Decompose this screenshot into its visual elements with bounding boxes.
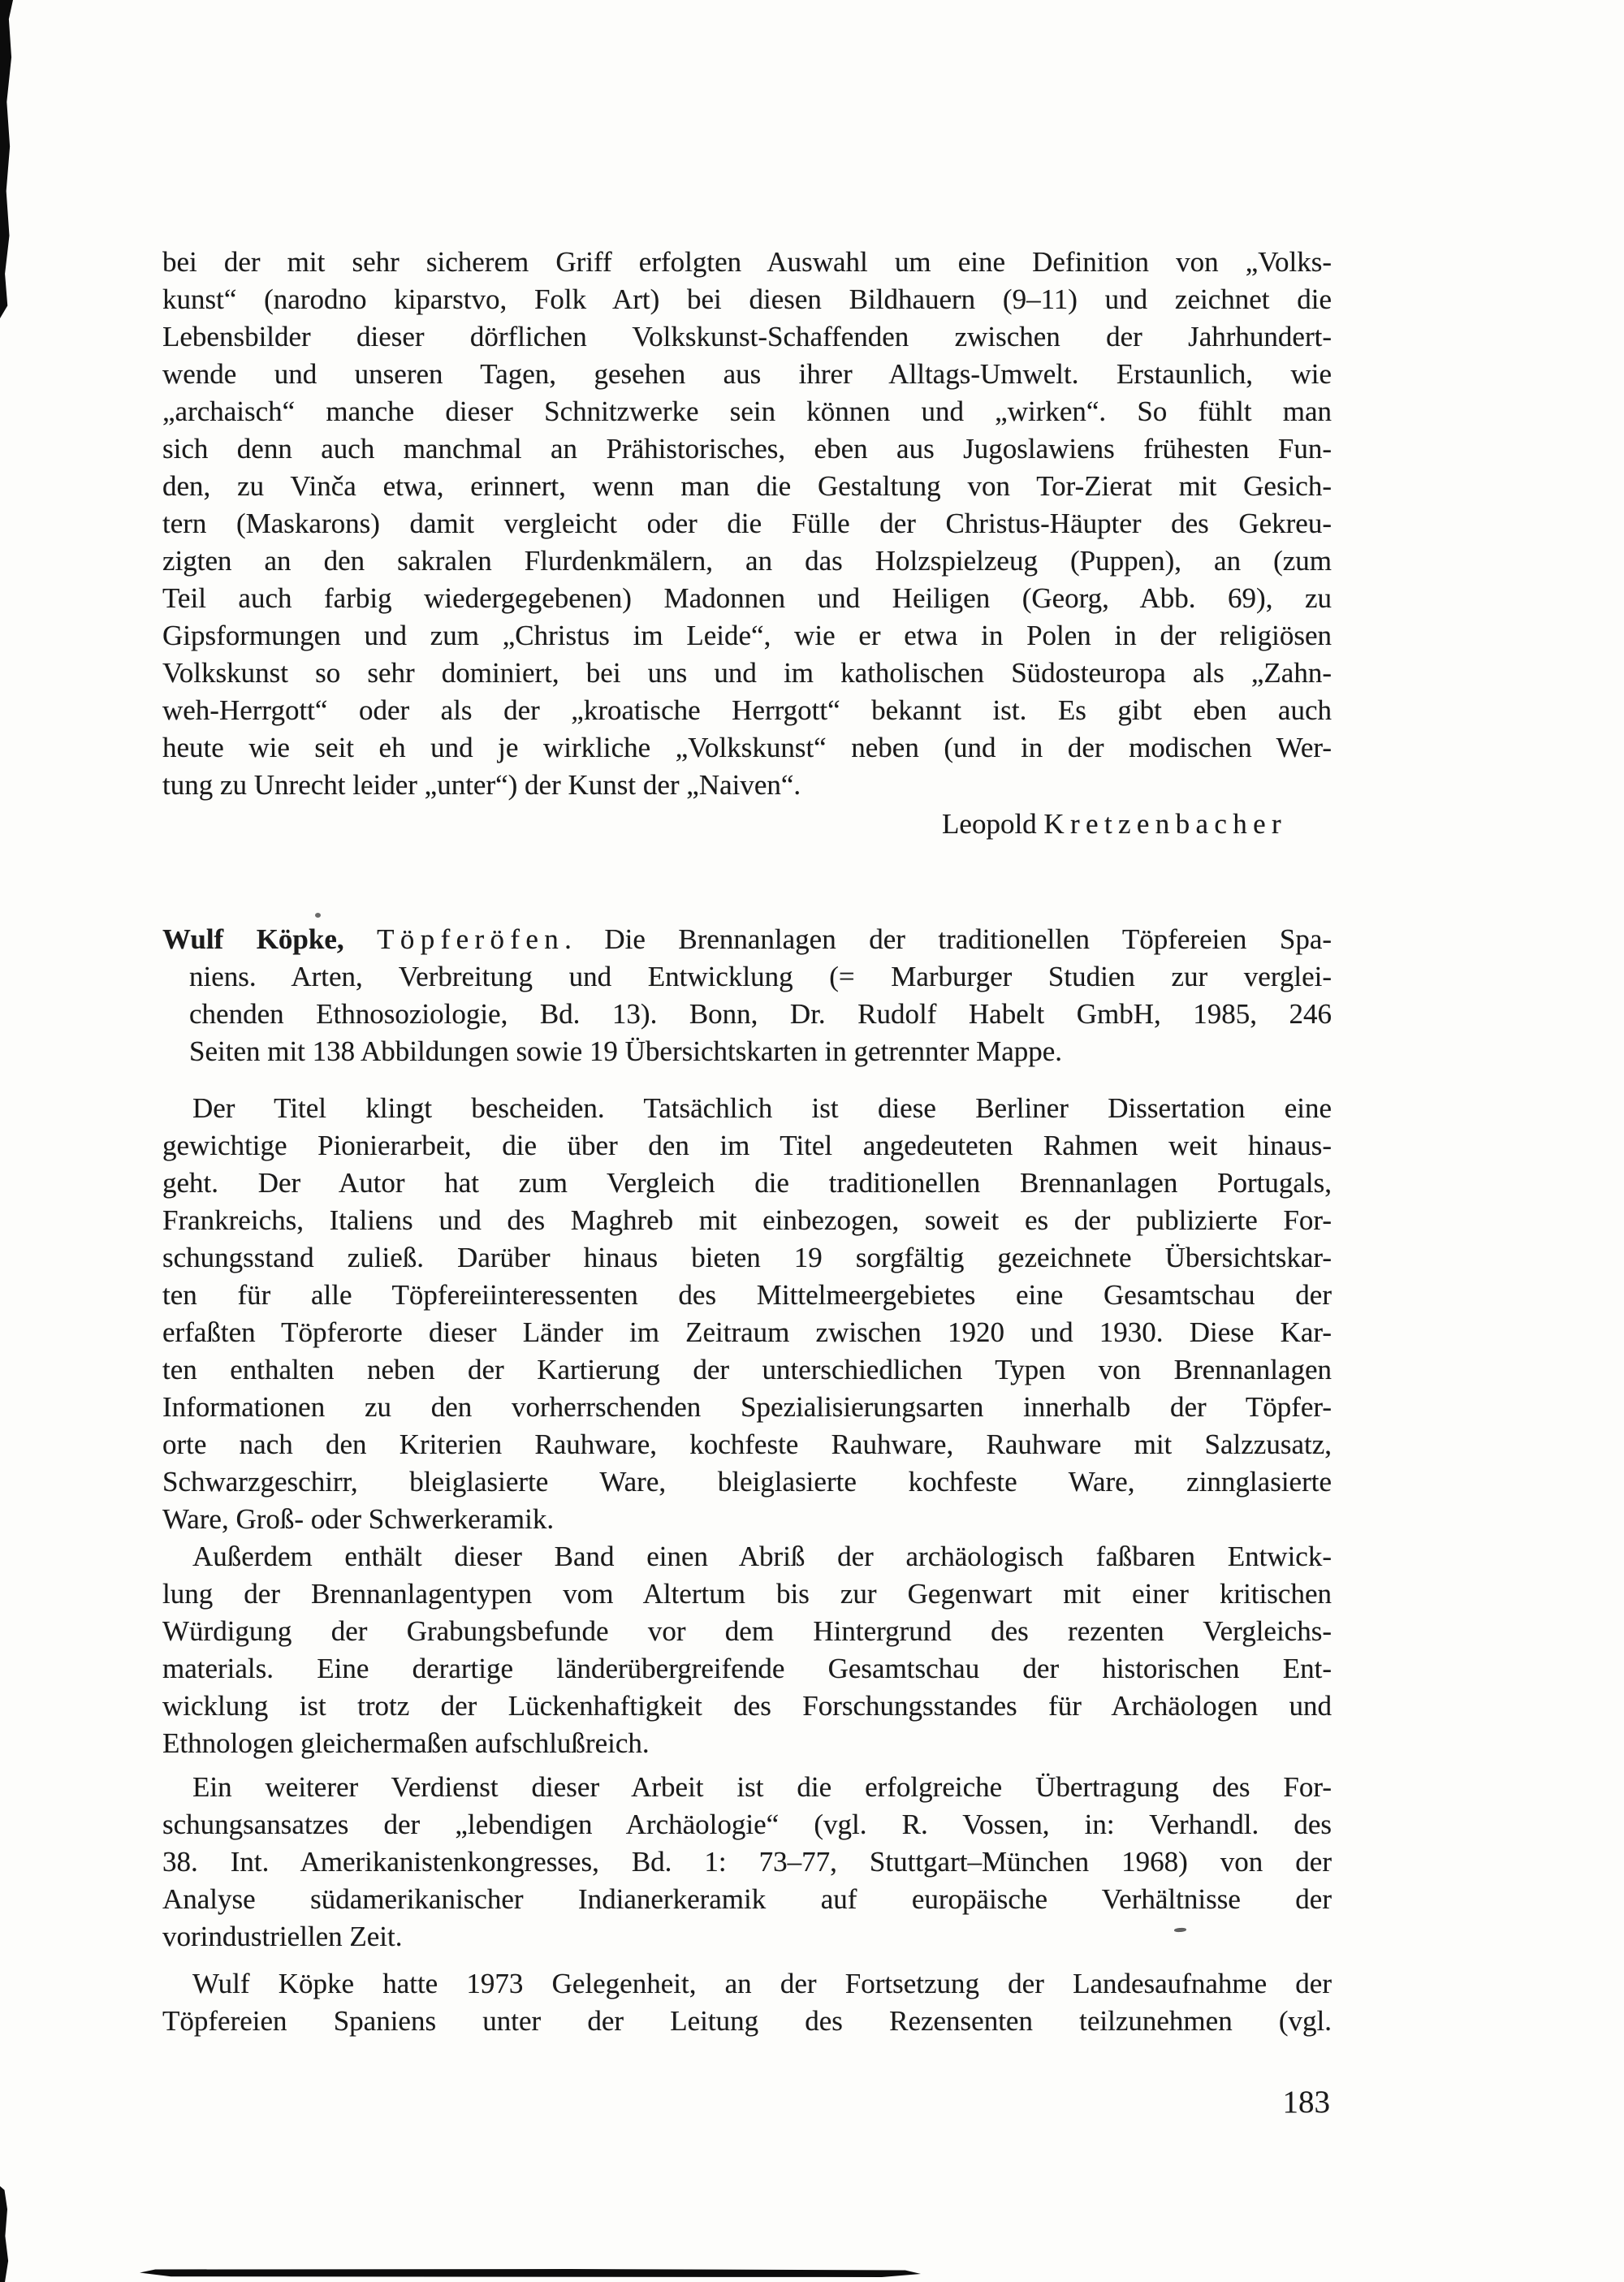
text-line: Außerdem enthält dieser Band einen Abriß der archäologisch faßbaren Entwick- xyxy=(192,1541,1332,1572)
review-book-title: Töpferöfen xyxy=(377,923,565,955)
text-column xyxy=(162,244,1332,2040)
text-line: vorindustriellen Zeit. xyxy=(162,1921,403,1952)
text-line: ten enthalten neben der Kartierung der unterschiedlichen Typen von Brennanlagen xyxy=(162,1354,1332,1385)
review-paragraph-3 xyxy=(162,1769,1332,1956)
review-heading-first-line xyxy=(162,921,1332,958)
text-line: Töpfereien Spaniens unter der Leitung des Rezensenten teilzunehmen (vgl. xyxy=(162,2005,1332,2037)
text-line: geht. Der Autor hat zum Vergleich die traditionellen Brennanlagen Portugals, xyxy=(162,1167,1332,1199)
text-line: zigten an den sakralen Flurdenkmälern, an das Holzspielzeug (Puppen), an (zum xyxy=(162,545,1332,577)
page-number: 183 xyxy=(1282,2085,1330,2120)
text-line: erfaßten Töpferorte dieser Länder im Zeitraum zwischen 1920 und 1930. Diese Kar- xyxy=(162,1316,1332,1348)
text-line: Teil auch farbig wiedergegebenen) Madonnen und Heiligen (Georg, Abb. 69), zu xyxy=(162,582,1332,614)
review-author-name: Wulf Köpke, xyxy=(162,923,344,955)
author-signature xyxy=(162,806,1332,843)
text-line: Analyse südamerikanischer Indianerkeramik auf europäische Verhältnisse der xyxy=(162,1883,1332,1915)
scan-edge-artifact-bottom-left xyxy=(0,2186,9,2282)
text-line: bei der mit sehr sicherem Griff erfolgten Auswahl um eine Definition von „Volks- xyxy=(162,246,1332,278)
review-paragraph-1 xyxy=(162,1090,1332,1538)
text-line: Gipsformungen und zum „Christus im Leide“, wie er etwa in Polen in der religiösen xyxy=(162,620,1332,651)
continuation-paragraph xyxy=(162,244,1332,804)
text-line: weh-Herrgott“ oder als der „kroatische Herrgott“ bekannt ist. Es gibt eben auch xyxy=(162,694,1332,726)
scan-edge-artifact-top-left xyxy=(0,0,13,318)
text-line: 38. Int. Amerikanistenkongresses, Bd. 1: 73–77, Stuttgart–München 1968) von der xyxy=(162,1846,1332,1878)
text-line: kunst“ (narodno kiparstvo, Folk Art) bei diesen Bildhauern (9–11) und zeichnet die xyxy=(162,283,1332,315)
text-line: sich denn auch manchmal an Prähistorisches, eben aus Jugoslawiens frühesten Fun- xyxy=(162,433,1332,465)
text-line: wicklung ist trotz der Lückenhaftigkeit des Forschungsstandes für Archäologen und xyxy=(162,1690,1332,1722)
text-line: gewichtige Pionierarbeit, die über den im Titel angedeuteten Rahmen weit hinaus- xyxy=(162,1130,1332,1161)
text-line: wende und unseren Tagen, gesehen aus ihrer Alltags-Umwelt. Erstaunlich, wie xyxy=(162,358,1332,390)
text-line: chenden Ethnosoziologie, Bd. 13). Bonn, Dr. Rudolf Habelt GmbH, 1985, 246 xyxy=(189,998,1332,1030)
review-heading-rest: . Die Brennanlagen der traditionellen Töpfereien Spa- xyxy=(564,923,1332,955)
signature-last-name: Kretzenbacher xyxy=(1043,808,1287,840)
text-line: Seiten mit 138 Abbildungen sowie 19 Übersichtskarten in getrennter Mappe. xyxy=(189,1035,1063,1067)
text-line: Volkskunst so sehr dominiert, bei uns und im katholischen Südosteuropa als „Zahn- xyxy=(162,657,1332,689)
text-line: materials. Eine derartige länderübergreifende Gesamtschau der historischen Ent- xyxy=(162,1653,1332,1684)
review-heading-continuation xyxy=(162,958,1332,1070)
review-paragraph-4 xyxy=(162,1965,1332,2040)
text-line: lung der Brennanlagentypen vom Altertum bis zur Gegenwart mit einer kritischen xyxy=(162,1578,1332,1610)
text-line: Ware, Groß- oder Schwerkeramik. xyxy=(162,1503,555,1535)
text-line: tung zu Unrecht leider „unter“) der Kunst der „Naiven“. xyxy=(162,769,801,801)
scan-edge-artifact-bottom xyxy=(140,2269,921,2277)
text-line: heute wie seit eh und je wirkliche „Volkskunst“ neben (und in der modischen Wer- xyxy=(162,732,1332,763)
text-line: Wulf Köpke hatte 1973 Gelegenheit, an der Fortsetzung der Landesaufnahme der xyxy=(192,1968,1332,1999)
text-line: Frankreichs, Italiens und des Maghreb mit einbezogen, soweit es der publizierte For- xyxy=(162,1204,1332,1236)
signature-first-name: Leopold xyxy=(942,808,1037,840)
text-line: Schwarzgeschirr, bleiglasierte Ware, bleiglasierte kochfeste Ware, zinnglasierte xyxy=(162,1466,1332,1498)
review-paragraph-2 xyxy=(162,1538,1332,1762)
text-line: Der Titel klingt bescheiden. Tatsächlich ist diese Berliner Dissertation eine xyxy=(192,1092,1332,1124)
text-line: Ein weiterer Verdienst dieser Arbeit ist die erfolgreiche Übertragung des For- xyxy=(192,1771,1332,1803)
text-line: schungsansatzes der „lebendigen Archäologie“ (vgl. R. Vossen, in: Verhandl. des xyxy=(162,1809,1332,1840)
text-line: ten für alle Töpfereiinteressenten des Mittelmeergebietes eine Gesamtschau der xyxy=(162,1279,1332,1311)
text-line: Würdigung der Grabungsbefunde vor dem Hintergrund des rezenten Vergleichs- xyxy=(162,1615,1332,1647)
text-line: niens. Arten, Verbreitung und Entwicklung (= Marburger Studien zur verglei- xyxy=(189,961,1332,992)
text-line: „archaisch“ manche dieser Schnitzwerke sein können und „wirken“. So fühlt man xyxy=(162,395,1332,427)
text-line: schungsstand zuließ. Darüber hinaus bieten 19 sorgfältig gezeichnete Übersichtskar- xyxy=(162,1242,1332,1273)
text-line: tern (Maskarons) damit vergleicht oder die Fülle der Christus-Häupter des Gekreu- xyxy=(162,508,1332,539)
text-line: Ethnologen gleichermaßen aufschlußreich. xyxy=(162,1727,650,1759)
text-line: Lebensbilder dieser dörflichen Volkskunst-Schaffenden zwischen der Jahrhundert- xyxy=(162,321,1332,352)
text-line: orte nach den Kriterien Rauhware, kochfeste Rauhware, Rauhware mit Salzzusatz, xyxy=(162,1428,1332,1460)
review-heading xyxy=(162,921,1332,1070)
text-line: Informationen zu den vorherrschenden Spezialisierungsarten innerhalb der Töpfer- xyxy=(162,1391,1332,1423)
text-line: den, zu Vinča etwa, erinnert, wenn man die Gestaltung von Tor-Zierat mit Gesich- xyxy=(162,470,1332,502)
